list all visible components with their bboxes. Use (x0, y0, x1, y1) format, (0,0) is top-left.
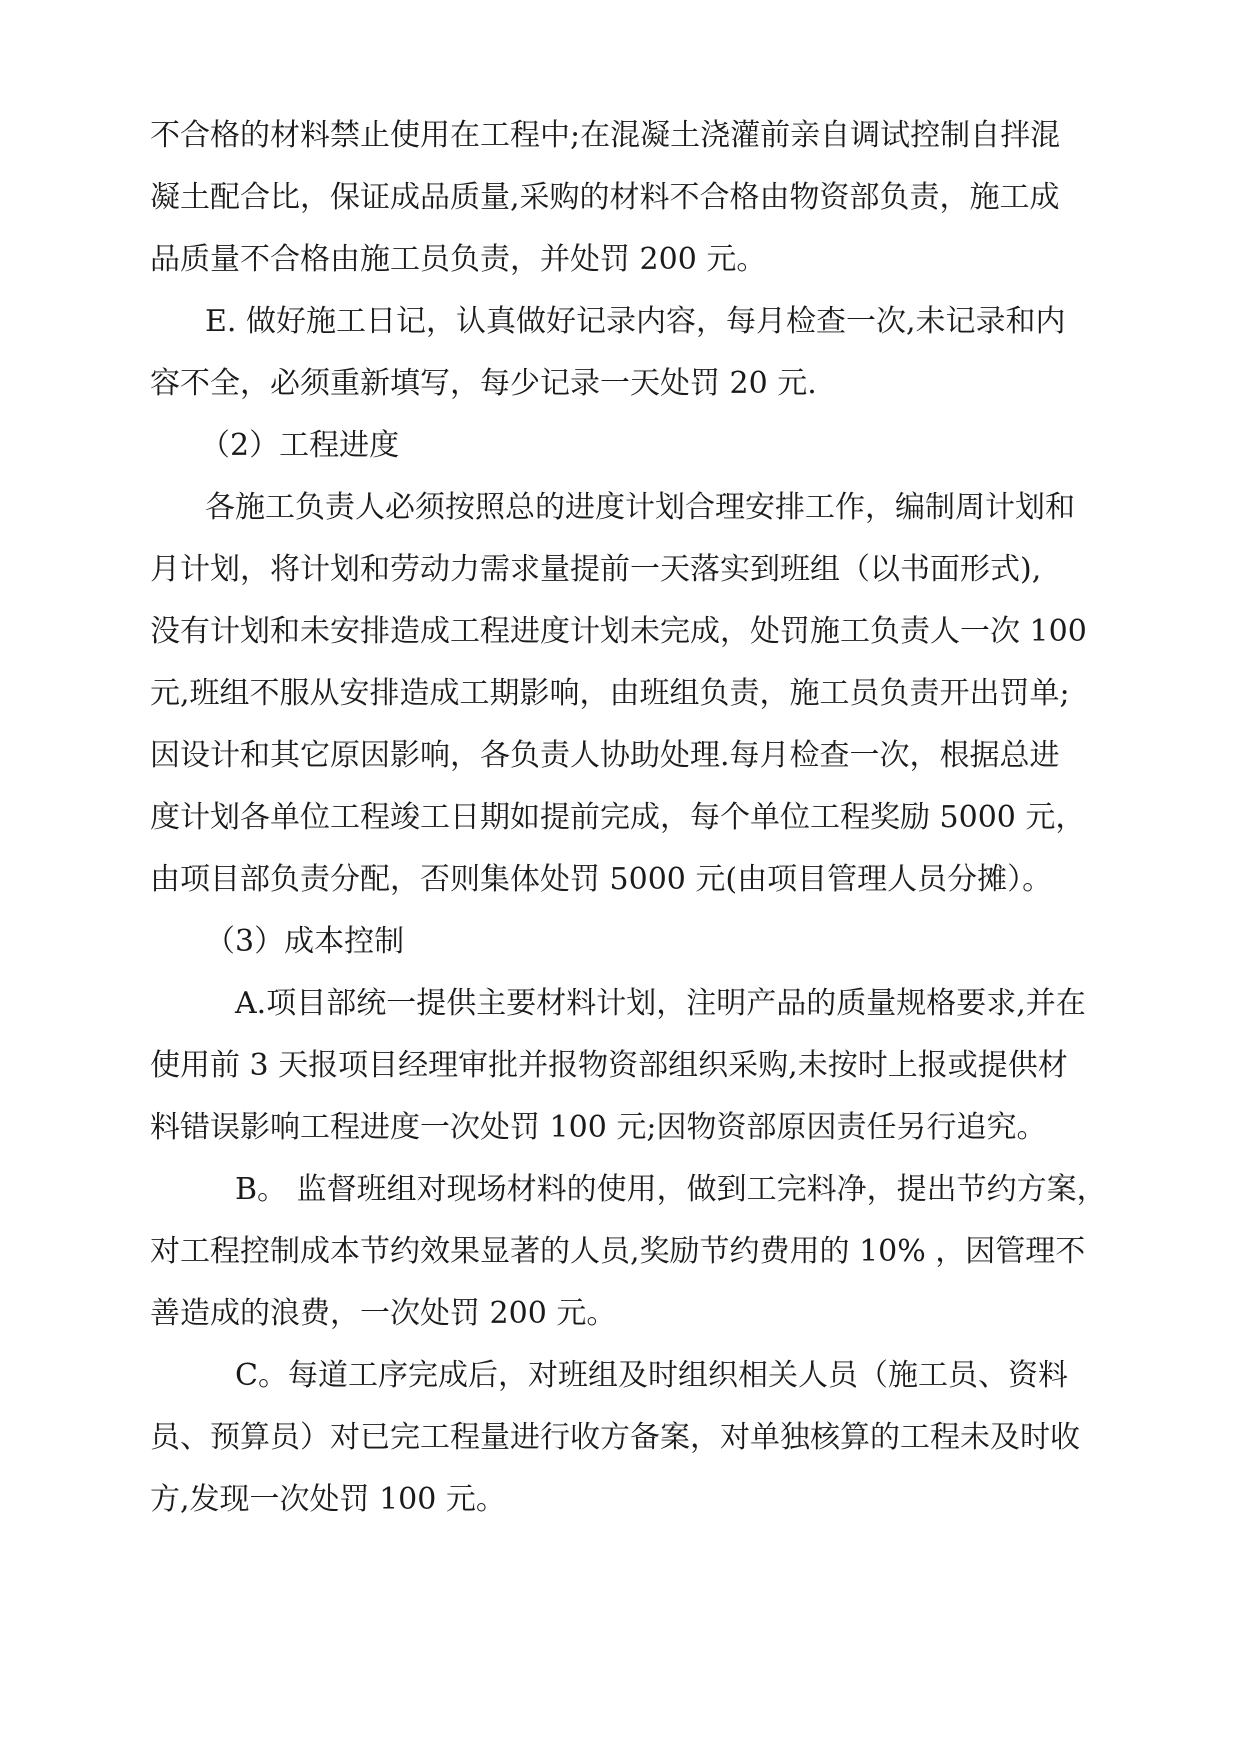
text-line: 因设计和其它原因影响，各负责人协助处理.每月检查一次，根据总进 (150, 738, 1060, 773)
text-line: 月计划，将计划和劳动力需求量提前一天落实到班组（以书面形式), (150, 552, 1042, 587)
text-line: 由项目部负责分配，否则集体处罚 5000 元(由项目管理人员分摊）。 (150, 862, 1053, 897)
text-line: 料错误影响工程进度一次处罚 100 元;因物资部原因责任另行追究。 (150, 1110, 1047, 1145)
text-line: 方,发现一次处罚 100 元。 (150, 1482, 506, 1517)
text-line: 对工程控制成本节约效果显著的人员,奖励节约费用的 10% ，因管理不 (150, 1234, 1086, 1269)
section-heading: （2）工程进度 (200, 428, 400, 463)
text-line: 员、预算员）对已完工程量进行收方备案，对单独核算的工程未及时收 (150, 1420, 1080, 1455)
text-line: 使用前 3 天报项目经理审批并报物资部组织采购,未按时上报或提供材 (150, 1048, 1068, 1083)
text-line: 没有计划和未安排造成工程进度计划未完成，处罚施工负责人一次 100 (150, 614, 1087, 649)
section-heading: （3）成本控制 (205, 924, 405, 959)
text-line: 度计划各单位工程竣工日期如提前完成，每个单位工程奖励 5000 元， (150, 800, 1086, 835)
text-line: 元,班组不服从安排造成工期影响，由班组负责，施工员负责开出罚单; (150, 676, 1070, 711)
text-line: 品质量不合格由施工员负责，并处罚 200 元。 (150, 242, 767, 277)
text-line: B。 监督班组对现场材料的使用，做到工完料净，提出节约方案， (235, 1172, 1107, 1207)
text-line: A.项目部统一提供主要材料计划，注明产品的质量规格要求,并在 (235, 986, 1086, 1021)
text-line: E. 做好施工日记，认真做好记录内容，每月检查一次,未记录和内 (205, 304, 1066, 339)
text-line: 凝土配合比，保证成品质量,采购的材料不合格由物资部负责，施工成 (150, 180, 1060, 215)
text-line: 善造成的浪费，一次处罚 200 元。 (150, 1296, 617, 1331)
text-line: C。每道工序完成后，对班组及时组织相关人员（施工员、资料 (235, 1358, 1068, 1393)
text-line: 不合格的材料禁止使用在工程中;在混凝土浇灌前亲自调试控制自拌混 (150, 118, 1061, 153)
text-line: 各施工负责人必须按照总的进度计划合理安排工作，编制周计划和 (205, 490, 1075, 525)
text-line: 容不全，必须重新填写，每少记录一天处罚 20 元. (150, 366, 817, 401)
